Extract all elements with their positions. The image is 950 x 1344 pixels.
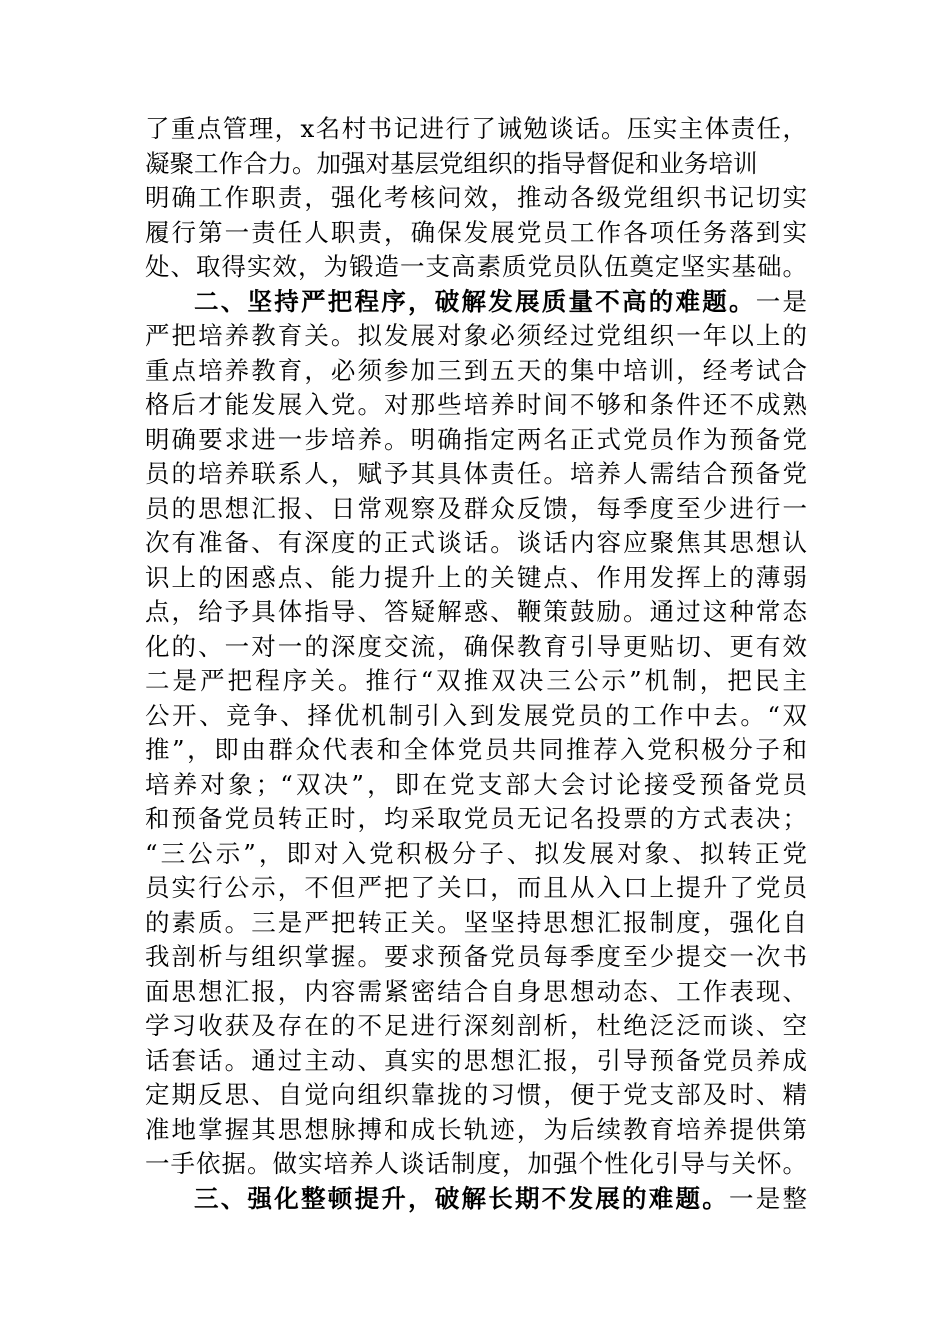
line-text: 严把培养教育关。拟发展对象必须经过党组织一年以上的 — [145, 321, 807, 350]
paragraph-line — [145, 354, 807, 389]
line-text: 和预备党员转正时，均采取党员无记名投票的方式表决； — [145, 804, 807, 833]
paragraph-line — [145, 871, 807, 906]
line-text: 定期反思、自觉向组织靠拢的习惯，便于党支部及时、精 — [145, 1080, 807, 1109]
paragraph-line — [145, 664, 807, 699]
paragraph-line — [145, 975, 807, 1010]
paragraph-line — [145, 1009, 807, 1044]
line-text: 凝聚工作合力。加强对基层党组织的指导督促和业务培训 — [145, 148, 758, 178]
paragraph-line — [145, 250, 807, 285]
line-text: 明确要求进一步培养。明确指定两名正式党员作为预备党 — [145, 424, 807, 454]
paragraph-line — [145, 906, 807, 941]
paragraph-line — [145, 457, 807, 492]
body-text — [145, 112, 807, 1216]
section-heading: 二、坚持严把程序，破解发展质量不高的难题。 — [194, 286, 756, 316]
line-text: 话套话。通过主动、真实的思想汇报，引导预备党员养成 — [145, 1045, 807, 1075]
paragraph-line — [145, 1147, 807, 1182]
line-text: 员的思想汇报、日常观察及群众反馈，每季度至少进行一 — [145, 493, 807, 523]
paragraph-line — [145, 630, 807, 665]
line-text: 一是 — [755, 286, 807, 316]
section-heading-line — [145, 1182, 807, 1217]
paragraph-line — [145, 147, 807, 182]
line-text: 二是严把程序关。推行“双推双决三公示”机制，把民主 — [145, 666, 807, 695]
line-text: 公开、竞争、择优机制引入到发展党员的工作中去。“双 — [145, 700, 807, 730]
paragraph-line — [145, 1078, 807, 1113]
line-text: 的素质。三是严把转正关。坚坚持思想汇报制度，强化自 — [145, 907, 807, 937]
line-text: 培养对象；“双决”，即在党支部大会讨论接受预备党员 — [145, 769, 807, 799]
paragraph-line — [145, 802, 807, 837]
paragraph-line — [145, 1044, 807, 1079]
line-text: 一手依据。做实培养人谈话制度，加强个性化引导与关怀。 — [145, 1149, 807, 1178]
paragraph-line — [145, 561, 807, 596]
line-text: 格后才能发展入党。对那些培养时间不够和条件还不成熟 — [145, 390, 807, 419]
paragraph-line — [145, 423, 807, 458]
paragraph-line — [145, 768, 807, 803]
section-heading: 三、强化整顿提升，破解长期不发展的难题。 — [194, 1183, 729, 1213]
line-text: 处、取得实效，为锻造一支高素质党员队伍奠定坚实基础。 — [145, 252, 807, 281]
line-text: 面思想汇报，内容需紧密结合自身思想动态、工作表现、 — [145, 976, 807, 1006]
section-heading-line — [145, 285, 807, 320]
paragraph-line — [145, 526, 807, 561]
paragraph-line — [145, 388, 807, 423]
line-text: 准地掌握其思想脉搏和成长轨迹，为后续教育培养提供第 — [145, 1114, 807, 1144]
line-text: 次有准备、有深度的正式谈话。谈话内容应聚焦其思想认 — [145, 528, 807, 557]
line-text: 重点培养教育，必须参加三到五天的集中培训，经考试合 — [145, 355, 807, 385]
line-text: 员实行公示，不但严把了关口，而且从入口上提升了党员 — [145, 873, 807, 902]
line-text: 推”，即由群众代表和全体党员共同推荐入党积极分子和 — [145, 735, 807, 764]
paragraph-line — [145, 112, 807, 147]
line-text: 一是整 — [729, 1183, 807, 1213]
paragraph-line — [145, 595, 807, 630]
line-text: 化的、一对一的深度交流，确保教育引导更贴切、更有效 — [145, 631, 807, 661]
paragraph-line — [145, 181, 807, 216]
line-text: 我剖析与组织掌握。要求预备党员每季度至少提交一次书 — [145, 942, 807, 971]
paragraph-line — [145, 216, 807, 251]
line-text: 明确工作职责，强化考核问效，推动各级党组织书记切实 — [145, 183, 807, 212]
paragraph-line — [145, 1113, 807, 1148]
paragraph-line — [145, 699, 807, 734]
line-text: 学习收获及存在的不足进行深刻剖析，杜绝泛泛而谈、空 — [145, 1011, 807, 1040]
line-text: 点，给予具体指导、答疑解惑、鞭策鼓励。通过这种常态 — [145, 597, 807, 626]
line-text: 履行第一责任人职责，确保发展党员工作各项任务落到实 — [145, 217, 807, 247]
line-text: “三公示”，即对入党积极分子、拟发展对象、拟转正党 — [145, 838, 807, 868]
paragraph-line — [145, 837, 807, 872]
paragraph-line — [145, 492, 807, 527]
line-text: 了重点管理，x名村书记进行了诫勉谈话。压实主体责任， — [145, 114, 807, 143]
paragraph-line — [145, 733, 807, 768]
line-text: 员的培养联系人，赋予其具体责任。培养人需结合预备党 — [145, 459, 807, 488]
paragraph-line — [145, 319, 807, 354]
paragraph-line — [145, 940, 807, 975]
line-text: 识上的困惑点、能力提升上的关键点、作用发挥上的薄弱 — [145, 562, 807, 592]
